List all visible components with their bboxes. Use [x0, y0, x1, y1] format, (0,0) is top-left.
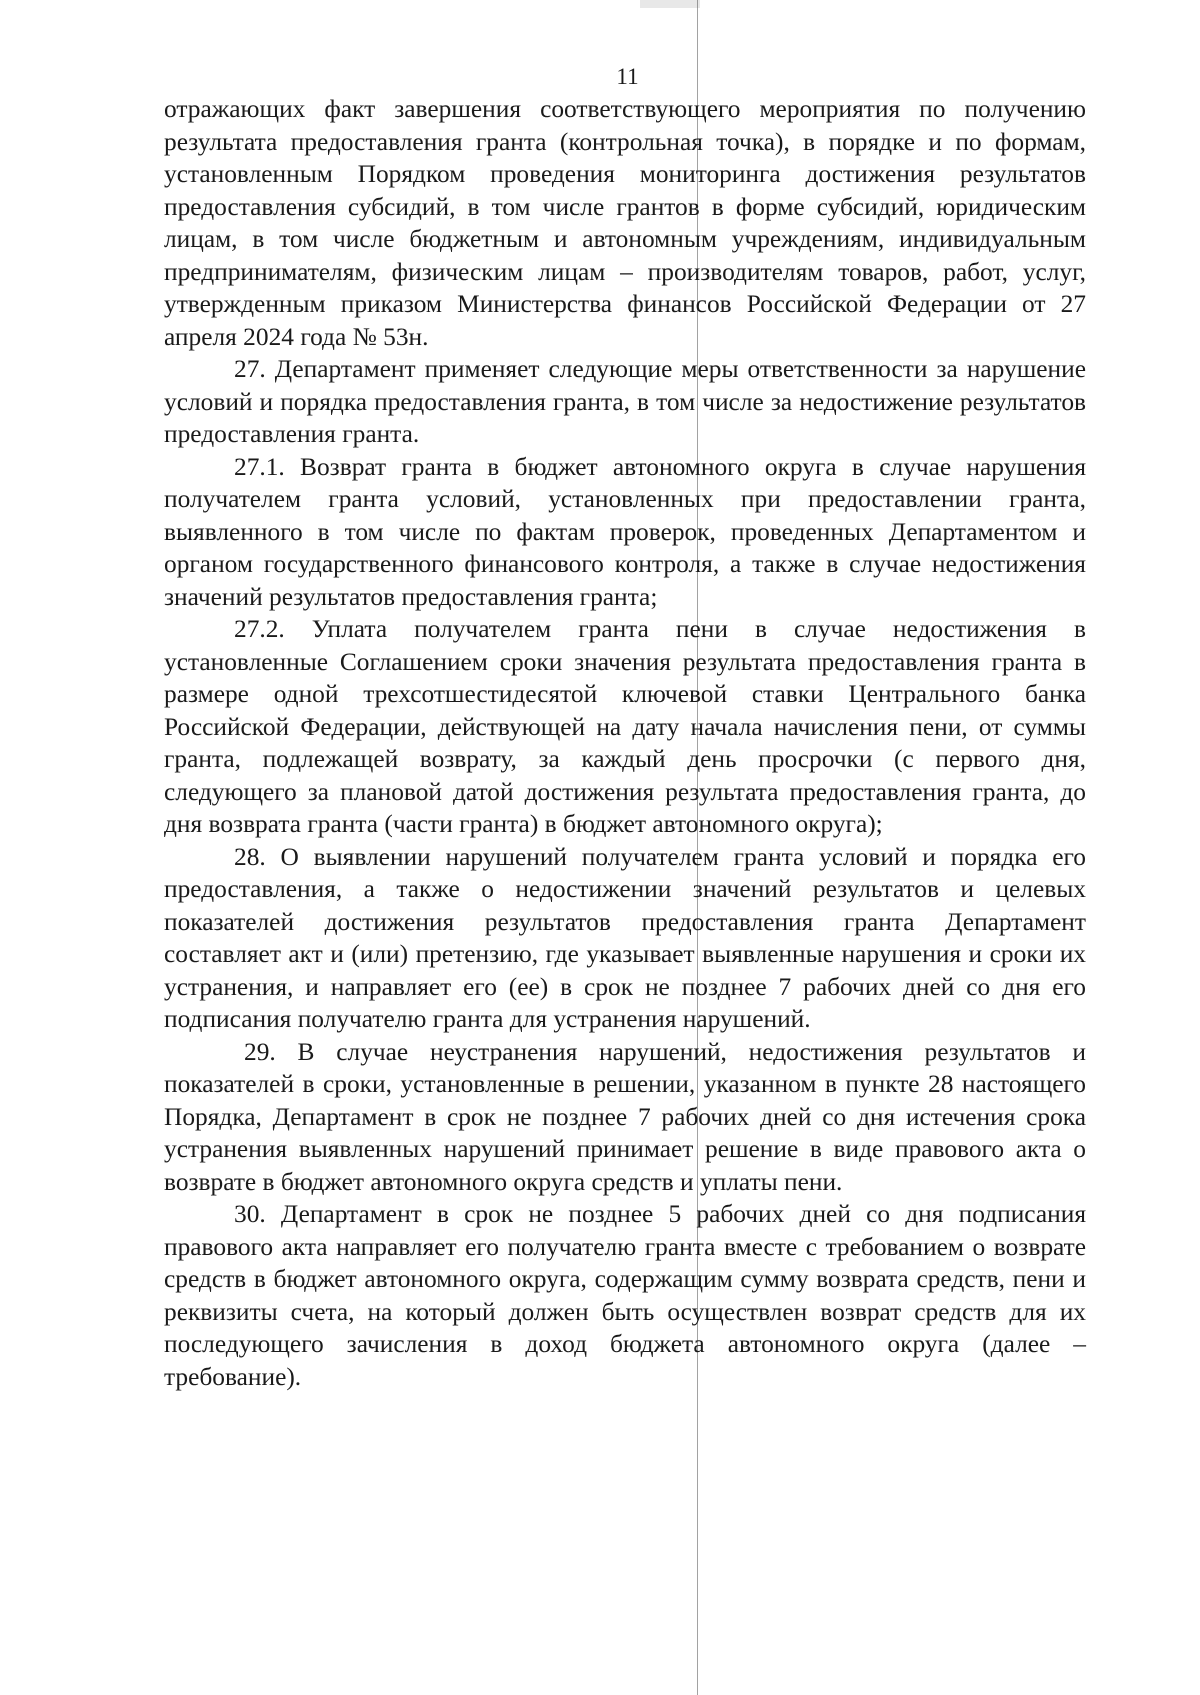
paragraph-27: 27. Департамент применяет следующие меры ответственности за нарушение условий и порядка предоставления гранта, в том числе за недостижение результатов предоставления гранта.: [164, 355, 1086, 448]
paragraph-27-2: 27.2. Уплата получателем гранта пени в случае недостижения в установленные Соглашением сроки значения результата предоставления гранта в размере одной трехсотшестидесятой ключевой ставки Центрального банка Российской Федерации, действующей на дату начала начисления пени, от суммы гранта, подлежащей возврату, за каждый день просрочки (с первого дня, следующего за плановой датой достижения результата предоставления гранта, до дня возврата гранта (части гранта) в бюджет автономного округа);: [164, 615, 1086, 838]
paragraph-27-1: 27.1. Возврат гранта в бюджет автономного округа в случае нарушения получателем гранта условий, установленных при предоставлении гранта, выявленного в том числе по фактам проверок, проведенных Департаментом и органом государственного финансового контроля, а также в случае недостижения значений результатов предоставления гранта;: [164, 452, 1086, 611]
paragraph-28: 28. О выявлении нарушений получателем гранта условий и порядка его предоставления, а также о недостижении значений результатов и целевых показателей достижения результатов предоставления гранта Департамент составляет акт и (или) претензию, где указывает выявленные нарушения и сроки их устранения, и направляет его (ее) в срок не позднее 7 рабочих дней со дня его подписания получателю гранта для устранения нарушений.: [164, 842, 1086, 1033]
paragraph-continuation: отражающих факт завершения соответствующего мероприятия по получению результата предоставления гранта (контрольная точка), в порядке и по формам, установленным Порядком проведения мониторинга достижения результатов предоставления субсидий, в том числе грантов в форме субсидий, юридическим лицам, в том числе бюджетным и автономным учреждениям, индивидуальным предпринимателям, физическим лицам – производителям товаров, работ, услуг, утвержденным приказом Министерства финансов Российской Федерации от 27 апреля 2024 года № 53н.: [164, 95, 1086, 351]
scan-artifact: [640, 0, 700, 8]
paragraph-29: 29. В случае неустранения нарушений, недостижения результатов и показателей в сроки, установленные в решении, указанном в пункте 28 настоящего Порядка, Департамент в срок не позднее 7 рабочих дней со дня истечения срока устранения выявленных нарушений принимает решение в виде правового акта о возврате в бюджет автономного округа средств и уплаты пени.: [164, 1037, 1086, 1196]
page-number: 11: [616, 64, 639, 89]
paragraph-30: 30. Департамент в срок не позднее 5 рабочих дней со дня подписания правового акта направляет его получателю гранта вместе с требованием о возврате средств в бюджет автономного округа, содержащим сумму возврата средств, пени и реквизиты счета, на который должен быть осуществлен возврат средств для их последующего зачисления в доход бюджета автономного округа (далее – требование).: [164, 1200, 1086, 1391]
document-body: [164, 93, 1086, 1393]
